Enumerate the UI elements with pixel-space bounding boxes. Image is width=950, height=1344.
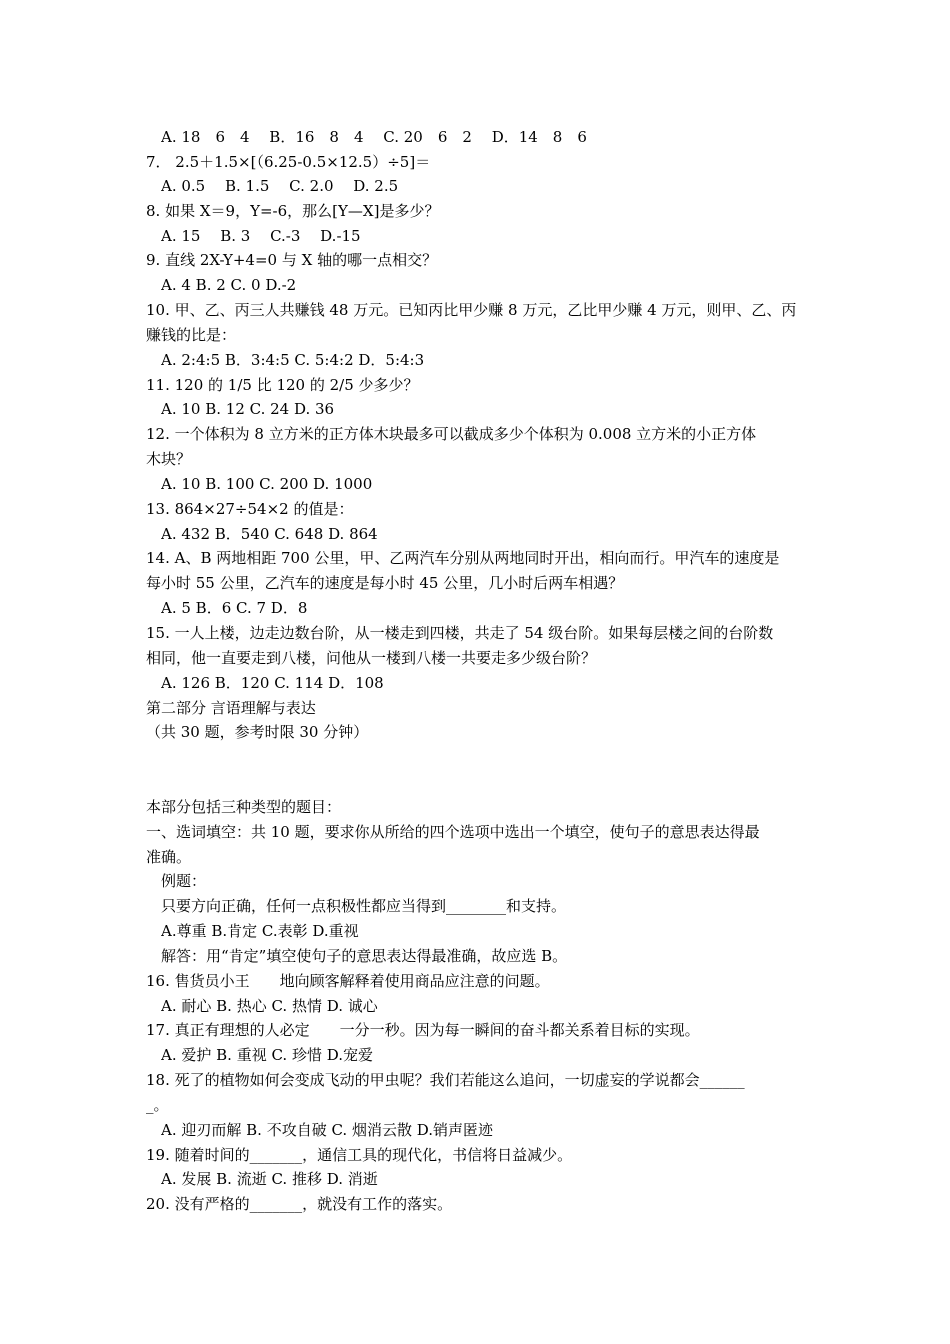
question-20: 20. 没有严格的_______，就没有工作的落实。 xyxy=(146,1195,453,1213)
answer-options-q7: A. 0.5 B. 1.5 C. 2.0 D. 2.5 xyxy=(161,177,399,195)
answer-options-q18: A. 迎刃而解 B. 不攻自破 C. 烟消云散 D.销声匿迹 xyxy=(161,1121,493,1139)
question-9: 9. 直线 2X-Y+4=0 与 X 轴的哪一点相交？ xyxy=(146,251,438,269)
question-10: 10. 甲、乙、丙三人共赚钱 48 万元。已知丙比甲少赚 8 万元，乙比甲少赚 4 万元，则甲、乙、丙 xyxy=(146,301,797,319)
answer-options-q14: A. 5 B．6 C. 7 D．8 xyxy=(161,599,308,617)
question-19: 19. 随着时间的_______，通信工具的现代化，书信将日益减少。 xyxy=(146,1146,573,1164)
question-7: 7． 2.5＋1.5×[（6.25-0.5×12.5）÷5]＝ xyxy=(146,153,431,171)
question-11: 11. 120 的 1/5 比 120 的 2/5 少多少？ xyxy=(146,376,419,394)
instruction-paragraph: 一、选词填空：共 10 题，要求你从所给的四个选项中选出一个填空，使句子的意思表达得最 xyxy=(146,823,760,841)
answer-options-q16: A. 耐心 B. 热心 C. 热情 D. 诚心 xyxy=(161,997,378,1015)
question-10-continued: 赚钱的比是： xyxy=(146,326,237,344)
answer-options-q12: A. 10 B. 100 C. 200 D. 1000 xyxy=(161,475,373,493)
answer-options-q10: A. 2:4:5 B．3:4:5 C. 5:4:2 D．5:4:3 xyxy=(161,351,425,369)
section-subheading: （共 30 题，参考时限 30 分钟） xyxy=(146,723,369,741)
example-options: A.尊重 B.肯定 C.表彰 D.重视 xyxy=(161,922,359,940)
section-intro: 本部分包括三种类型的题目： xyxy=(146,798,342,816)
answer-options-q8: A. 15 B. 3 C.-3 D.-15 xyxy=(161,227,361,245)
question-15-continued: 相同，他一直要走到八楼，问他从一楼到八楼一共要走多少级台阶？ xyxy=(146,649,597,667)
answer-options-q11: A. 10 B. 12 C. 24 D. 36 xyxy=(161,400,335,418)
example-answer: 解答：用“肯定”填空使句子的意思表达得最准确，故应选 B。 xyxy=(161,947,568,965)
question-18-continued: _。 xyxy=(146,1096,169,1114)
question-14: 14. A、B 两地相距 700 公里，甲、乙两汽车分别从两地同时开出，相向而行。甲汽车的速度是 xyxy=(146,549,780,567)
question-17: 17. 真正有理想的人必定 一分一秒。因为每一瞬间的奋斗都关系着目标的实现。 xyxy=(146,1021,700,1039)
answer-options-q6: A. 18 6 4 B．16 8 4 C. 20 6 2 D．14 8 6 xyxy=(161,128,587,146)
section-heading: 第二部分 言语理解与表达 xyxy=(146,699,316,717)
question-13: 13. 864×27÷54×2 的值是： xyxy=(146,500,354,518)
question-12: 12. 一个体积为 8 立方米的正方体木块最多可以截成多少个体积为 0.008 立方米的小正方体 xyxy=(146,425,757,443)
question-18: 18. 死了的植物如何会变成飞动的甲虫呢？我们若能这么追问，一切虚妄的学说都会______ xyxy=(146,1071,745,1089)
answer-options-q17: A. 爱护 B. 重视 C. 珍惜 D.宠爱 xyxy=(161,1046,373,1064)
question-16: 16. 售货员小王 地向顾客解释着使用商品应注意的问题。 xyxy=(146,972,550,990)
example-label: 例题： xyxy=(161,872,207,890)
answer-options-q13: A. 432 B．540 C. 648 D. 864 xyxy=(161,525,378,543)
answer-options-q9: A. 4 B. 2 C. 0 D.-2 xyxy=(161,276,297,294)
instruction-paragraph-continued: 准确。 xyxy=(146,848,192,866)
question-14-continued: 每小时 55 公里，乙汽车的速度是每小时 45 公里，几小时后两车相遇？ xyxy=(146,574,624,592)
example-sentence: 只要方向正确，任何一点积极性都应当得到________和支持。 xyxy=(161,897,567,915)
answer-options-q15: A. 126 B．120 C. 114 D．108 xyxy=(161,674,384,692)
question-8: 8. 如果 X＝9，Y=-6，那么[Y—X]是多少？ xyxy=(146,202,440,220)
question-12-continued: 木块？ xyxy=(146,450,192,468)
answer-options-q19: A. 发展 B. 流逝 C. 推移 D. 消逝 xyxy=(161,1170,378,1188)
question-15: 15. 一人上楼，边走边数台阶，从一楼走到四楼，共走了 54 级台阶。如果每层楼之间的台阶数 xyxy=(146,624,774,642)
